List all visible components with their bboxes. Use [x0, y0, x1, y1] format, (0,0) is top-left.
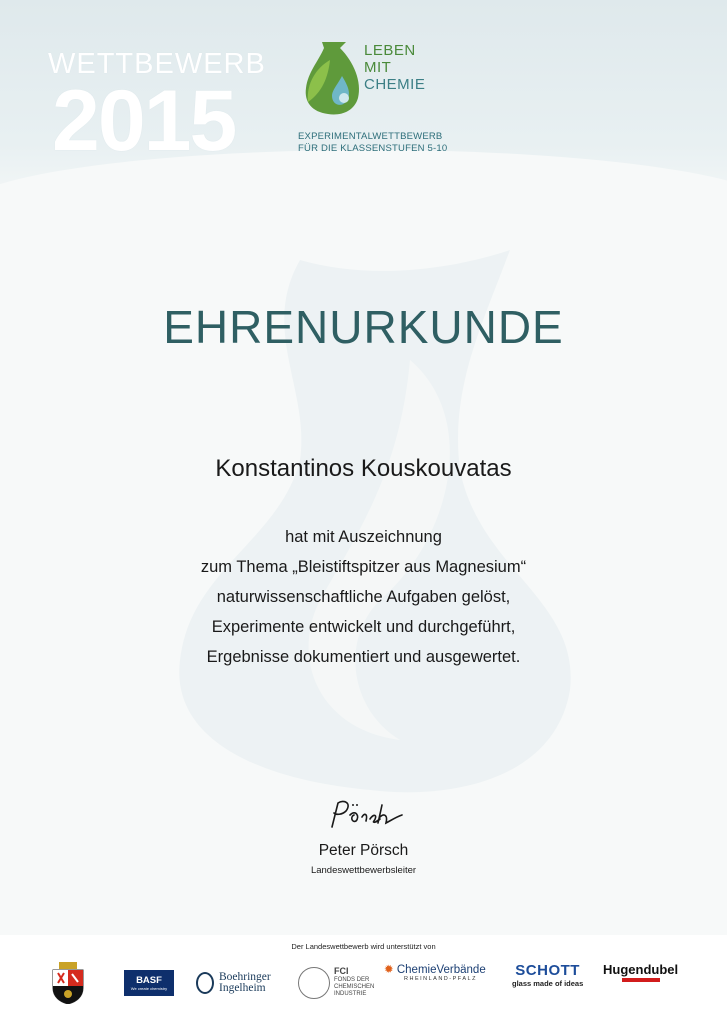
- boehringer-line-2: Ingelheim: [219, 982, 266, 994]
- leben-mit-chemie-logo-icon: [300, 38, 364, 118]
- fci-wordmark: FCI: [334, 966, 349, 976]
- fci-mark-icon: [298, 967, 330, 999]
- body-line-5: Ergebnisse dokumentiert und ausgewertet.: [206, 648, 521, 666]
- chemieverbaende-wordmark: ChemieVerbände: [396, 964, 486, 976]
- boehringer-line-1: Boehringer: [219, 971, 271, 983]
- logo-line-1: LEBEN: [364, 42, 416, 59]
- rhineland-palatinate-coat-of-arms-icon: [50, 962, 86, 1004]
- schott-tagline: glass made of ideas: [512, 979, 584, 988]
- chemieverbaende-logo: [384, 962, 486, 1004]
- schott-logo: [512, 962, 583, 1004]
- logo-line-2: MIT: [364, 59, 392, 76]
- competition-word: WETTBEWERB: [48, 48, 266, 80]
- boehringer-mark-icon: [196, 972, 214, 994]
- fci-line-1: FONDS DER: [334, 977, 370, 983]
- schott-wordmark: SCHOTT: [515, 962, 580, 979]
- fci-line-3: INDUSTRIE: [334, 991, 367, 997]
- recipient-name: Konstantinos Kouskouvatas: [215, 455, 512, 482]
- hugendubel-logo: [603, 962, 678, 1004]
- logo-wordmark: [364, 42, 425, 93]
- chemieverbaende-region: RHEINLAND-PFALZ: [404, 976, 477, 982]
- body-line-2: zum Thema „Bleistiftspitzer aus Magnesium“: [200, 558, 527, 576]
- certificate-body: [0, 522, 727, 672]
- certificate-title: EHRENURKUNDE: [163, 301, 564, 353]
- boehringer-ingelheim-logo: [196, 962, 271, 1004]
- basf-logo: [124, 970, 174, 996]
- subtitle-line-1: EXPERIMENTALWETTBEWERB: [298, 131, 443, 142]
- competition-year: 2015: [52, 73, 236, 169]
- competition-subtitle: [298, 131, 447, 155]
- signer-name: Peter Pörsch: [318, 842, 409, 859]
- chemieverbaende-mark-icon: ✹: [384, 964, 397, 976]
- body-line-1: hat mit Auszeichnung: [285, 528, 442, 546]
- handwritten-signature: [320, 795, 410, 835]
- hugendubel-bar: [622, 978, 660, 982]
- logo-line-3: CHEMIE: [364, 76, 426, 93]
- basf-wordmark: BASF: [136, 975, 162, 986]
- signer-role: Landeswettbewerbsleiter: [310, 865, 417, 876]
- fci-line-2: CHEMISCHEN: [334, 984, 375, 990]
- fci-logo: [298, 962, 374, 1004]
- subtitle-line-2: FÜR DIE KLASSENSTUFEN 5-10: [298, 143, 448, 154]
- basf-tagline: We create chemistry: [130, 986, 168, 991]
- body-line-4: Experimente entwickelt und durchgeführt,: [211, 618, 516, 636]
- support-text: Der Landeswettbewerb wird unterstützt von: [291, 942, 436, 951]
- body-line-3: naturwissenschaftliche Aufgaben gelöst,: [216, 588, 511, 606]
- hugendubel-wordmark: Hugendubel: [603, 962, 679, 977]
